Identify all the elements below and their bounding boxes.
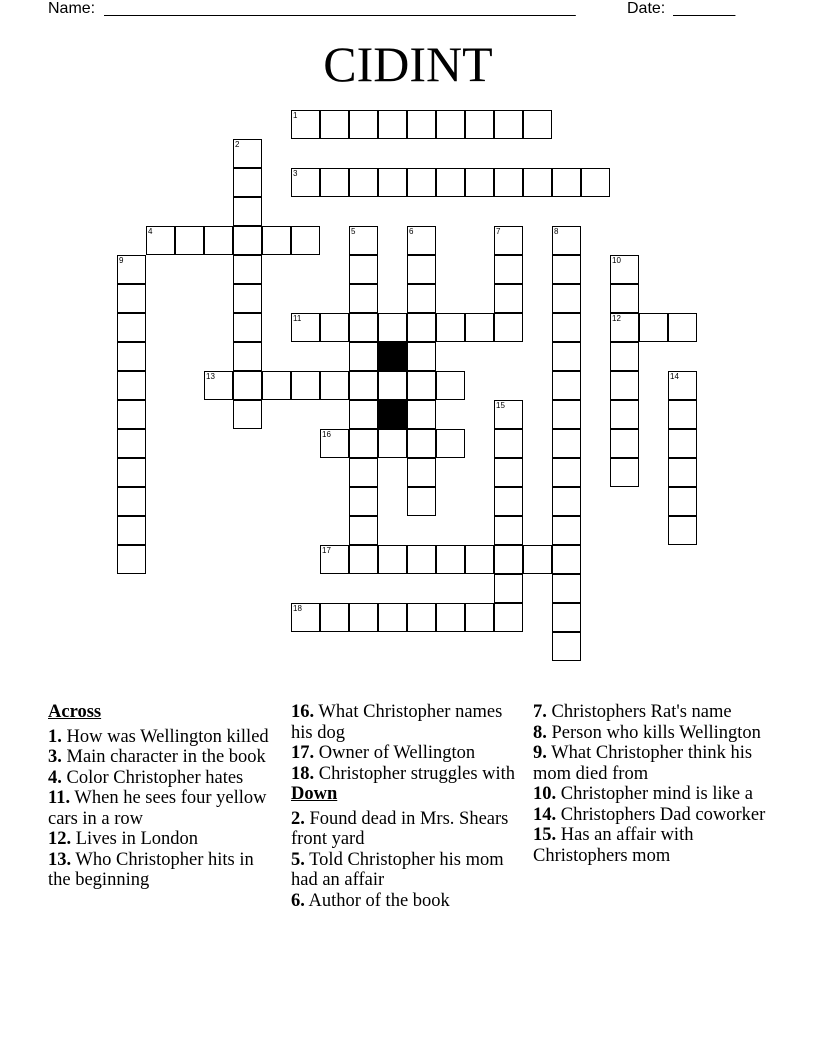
- grid-cell[interactable]: [668, 313, 697, 342]
- grid-block: [378, 400, 407, 429]
- clue-number: 14.: [533, 804, 557, 825]
- grid-cell[interactable]: [117, 342, 146, 371]
- grid-cell[interactable]: [117, 313, 146, 342]
- grid-cell[interactable]: [349, 255, 378, 284]
- cell-number: 17: [322, 546, 331, 555]
- clue-number: 7.: [533, 702, 547, 722]
- grid-cell[interactable]: [378, 371, 407, 400]
- grid-cell[interactable]: [407, 603, 436, 632]
- grid-cell[interactable]: [233, 197, 262, 226]
- grid-cell[interactable]: [465, 168, 494, 197]
- grid-cell[interactable]: [407, 255, 436, 284]
- grid-cell[interactable]: [407, 313, 436, 342]
- grid-cell[interactable]: [117, 371, 146, 400]
- clue-number: 18.: [291, 763, 315, 784]
- clue: 11. When he sees four yellow cars in a row: [48, 788, 267, 829]
- clue: 4. Color Christopher hates: [48, 767, 244, 788]
- grid-cell[interactable]: [349, 313, 378, 342]
- cell-number: 11: [293, 314, 302, 323]
- grid-cell[interactable]: [378, 313, 407, 342]
- grid-cell[interactable]: [494, 574, 523, 603]
- grid-cell[interactable]: [407, 487, 436, 516]
- grid-cell[interactable]: [552, 458, 581, 487]
- grid-cell[interactable]: [233, 400, 262, 429]
- cell-number: 13: [206, 372, 215, 381]
- grid-cell[interactable]: [291, 226, 320, 255]
- grid-cell[interactable]: [552, 545, 581, 574]
- grid-cell[interactable]: [552, 313, 581, 342]
- grid-cell[interactable]: [581, 168, 610, 197]
- grid-cell[interactable]: [639, 313, 668, 342]
- grid-cell[interactable]: [349, 603, 378, 632]
- grid-cell[interactable]: [407, 342, 436, 371]
- grid-cell[interactable]: [668, 516, 697, 545]
- grid-cell[interactable]: [320, 168, 349, 197]
- cell-number: 12: [612, 314, 621, 323]
- grid-cell[interactable]: [668, 458, 697, 487]
- grid-cell[interactable]: [494, 255, 523, 284]
- clue: 2. Found dead in Mrs. Shears front yard: [291, 808, 509, 849]
- grid-cell[interactable]: [436, 545, 465, 574]
- grid-cell[interactable]: [349, 110, 378, 139]
- grid-cell[interactable]: [494, 545, 523, 574]
- clue: 1. How was Wellington killed: [48, 726, 269, 747]
- grid-cell[interactable]: [117, 429, 146, 458]
- grid-cell[interactable]: [407, 429, 436, 458]
- grid-cell[interactable]: [552, 632, 581, 661]
- clue-number: 6.: [291, 890, 305, 911]
- grid-cell[interactable]: [610, 284, 639, 313]
- clue-number: 17.: [291, 743, 315, 763]
- grid-cell[interactable]: [436, 110, 465, 139]
- grid-cell[interactable]: [233, 371, 262, 400]
- clue-number: 13.: [48, 849, 72, 870]
- grid-cell[interactable]: [494, 110, 523, 139]
- cell-number: 15: [496, 401, 505, 410]
- clue-column-3: [533, 702, 773, 866]
- clue: 3. Main character in the book: [48, 747, 266, 767]
- grid-cell[interactable]: [494, 313, 523, 342]
- cell-number: 10: [612, 256, 621, 265]
- clue: 10. Christopher mind is like a: [533, 784, 753, 804]
- grid-cell[interactable]: [552, 342, 581, 371]
- grid-cell[interactable]: [117, 516, 146, 545]
- cell-number: 16: [322, 430, 331, 439]
- grid-block: [378, 342, 407, 371]
- grid-cell[interactable]: [233, 226, 262, 255]
- grid-cell[interactable]: [117, 487, 146, 516]
- grid-cell[interactable]: [233, 313, 262, 342]
- clue: 9. What Christopher think his mom died from: [533, 743, 753, 784]
- clue: 13. Who Christopher hits in the beginning: [48, 849, 254, 890]
- grid-cell[interactable]: [378, 429, 407, 458]
- name-label: Name:: [48, 0, 96, 17]
- grid-cell[interactable]: [117, 458, 146, 487]
- grid-cell[interactable]: [175, 226, 204, 255]
- grid-cell[interactable]: [552, 371, 581, 400]
- clue: 5. Told Christopher his mom had an affair: [291, 849, 504, 890]
- cell-number: 8: [554, 227, 559, 236]
- clue-number: 1.: [48, 726, 62, 747]
- grid-cell[interactable]: [349, 516, 378, 545]
- clue: 6. Author of the book: [291, 890, 450, 911]
- grid-cell[interactable]: [552, 168, 581, 197]
- clue-number: 10.: [533, 784, 557, 804]
- date-label: Date:: [627, 0, 666, 17]
- grid-cell[interactable]: [378, 545, 407, 574]
- grid-cell[interactable]: [320, 371, 349, 400]
- grid-cell[interactable]: [494, 429, 523, 458]
- date-line[interactable]: _______: [673, 0, 736, 17]
- grid-cell[interactable]: [494, 603, 523, 632]
- grid-cell[interactable]: [494, 516, 523, 545]
- grid-cell[interactable]: [378, 110, 407, 139]
- grid-cell[interactable]: [378, 603, 407, 632]
- section-heading: Across: [48, 702, 102, 722]
- grid-cell[interactable]: [436, 168, 465, 197]
- clue-number: 15.: [533, 825, 557, 845]
- clue-number: 3.: [48, 747, 62, 767]
- grid-cell[interactable]: [494, 487, 523, 516]
- clue: 18. Christopher struggles with: [291, 763, 516, 784]
- grid-cell[interactable]: [407, 168, 436, 197]
- grid-cell[interactable]: [523, 545, 552, 574]
- clue-number: 11.: [48, 788, 71, 808]
- clue: 17. Owner of Wellington: [291, 743, 476, 763]
- clue: 16. What Christopher names his dog: [291, 702, 503, 743]
- grid-cell[interactable]: [494, 458, 523, 487]
- grid-cell[interactable]: [552, 400, 581, 429]
- clue-number: 8.: [533, 722, 547, 743]
- grid-cell[interactable]: [291, 371, 320, 400]
- grid-cell[interactable]: [233, 255, 262, 284]
- clue: 7. Christophers Rat's name: [533, 702, 732, 722]
- grid-cell[interactable]: [349, 545, 378, 574]
- grid-cell[interactable]: [610, 429, 639, 458]
- grid-cell[interactable]: [494, 168, 523, 197]
- grid-cell[interactable]: [233, 284, 262, 313]
- grid-cell[interactable]: [262, 226, 291, 255]
- cell-number: 6: [409, 227, 414, 236]
- grid-cell[interactable]: [320, 110, 349, 139]
- grid-cell[interactable]: [349, 429, 378, 458]
- grid-cell[interactable]: [436, 429, 465, 458]
- cell-number: 2: [235, 140, 240, 149]
- grid-cell[interactable]: [668, 487, 697, 516]
- grid-cell[interactable]: [552, 574, 581, 603]
- grid-cell[interactable]: [349, 371, 378, 400]
- clue-column-2: [291, 702, 525, 911]
- grid-cell[interactable]: [668, 400, 697, 429]
- grid-cell[interactable]: [117, 545, 146, 574]
- grid-cell[interactable]: [117, 284, 146, 313]
- grid-cell[interactable]: [436, 313, 465, 342]
- grid-cell[interactable]: [465, 313, 494, 342]
- grid-cell[interactable]: [494, 284, 523, 313]
- cell-number: 14: [670, 372, 679, 381]
- grid-cell[interactable]: [378, 168, 407, 197]
- grid-cell[interactable]: [407, 400, 436, 429]
- grid-cell[interactable]: [552, 255, 581, 284]
- grid-cell[interactable]: [233, 168, 262, 197]
- grid-cell[interactable]: [407, 284, 436, 313]
- clue: 8. Person who kills Wellington: [533, 722, 761, 743]
- section-heading: Down: [291, 784, 338, 804]
- clue: 15. Has an affair with Christophers mom: [533, 825, 694, 866]
- grid-cell[interactable]: [233, 342, 262, 371]
- grid-cell[interactable]: [407, 371, 436, 400]
- clue-column-1: [48, 702, 280, 891]
- grid-cell[interactable]: [349, 284, 378, 313]
- cell-number: 7: [496, 227, 501, 236]
- clue-number: 4.: [48, 767, 62, 788]
- grid-cell[interactable]: [552, 516, 581, 545]
- grid-cell[interactable]: [610, 458, 639, 487]
- grid-cell[interactable]: [349, 458, 378, 487]
- clue-number: 16.: [291, 702, 315, 722]
- grid-cell[interactable]: [465, 545, 494, 574]
- grid-cell[interactable]: [320, 603, 349, 632]
- grid-cell[interactable]: [262, 371, 291, 400]
- grid-cell[interactable]: [436, 371, 465, 400]
- grid-cell[interactable]: [436, 603, 465, 632]
- grid-cell[interactable]: [668, 429, 697, 458]
- cell-number: 4: [148, 227, 153, 236]
- grid-cell[interactable]: [610, 342, 639, 371]
- cell-number: 3: [293, 169, 298, 178]
- grid-cell[interactable]: [349, 342, 378, 371]
- grid-cell[interactable]: [552, 603, 581, 632]
- grid-cell[interactable]: [552, 284, 581, 313]
- grid-cell[interactable]: [610, 400, 639, 429]
- clue-number: 2.: [291, 808, 305, 829]
- cell-number: 9: [119, 256, 124, 265]
- clue: 12. Lives in London: [48, 829, 199, 849]
- grid-cell[interactable]: [320, 313, 349, 342]
- grid-cell[interactable]: [407, 110, 436, 139]
- grid-cell[interactable]: [407, 545, 436, 574]
- clue-number: 12.: [48, 829, 72, 849]
- clue-number: 9.: [533, 743, 547, 763]
- grid-cell[interactable]: [349, 168, 378, 197]
- grid-cell[interactable]: [349, 400, 378, 429]
- grid-cell[interactable]: [465, 603, 494, 632]
- cell-number: 5: [351, 227, 356, 236]
- clue: 14. Christophers Dad coworker: [533, 804, 766, 825]
- grid-cell[interactable]: [407, 458, 436, 487]
- grid-cell[interactable]: [349, 487, 378, 516]
- grid-cell[interactable]: [465, 110, 494, 139]
- grid-cell[interactable]: [523, 168, 552, 197]
- name-line[interactable]: _____________________________________________________: [104, 0, 576, 17]
- cell-number: 1: [293, 111, 298, 120]
- grid-cell[interactable]: [610, 371, 639, 400]
- grid-cell[interactable]: [523, 110, 552, 139]
- grid-cell[interactable]: [552, 429, 581, 458]
- grid-cell[interactable]: [552, 487, 581, 516]
- grid-cell[interactable]: [117, 400, 146, 429]
- cell-number: 18: [293, 604, 302, 613]
- clue-number: 5.: [291, 849, 305, 870]
- page-title: CIDINT: [323, 36, 493, 92]
- grid-cell[interactable]: [204, 226, 233, 255]
